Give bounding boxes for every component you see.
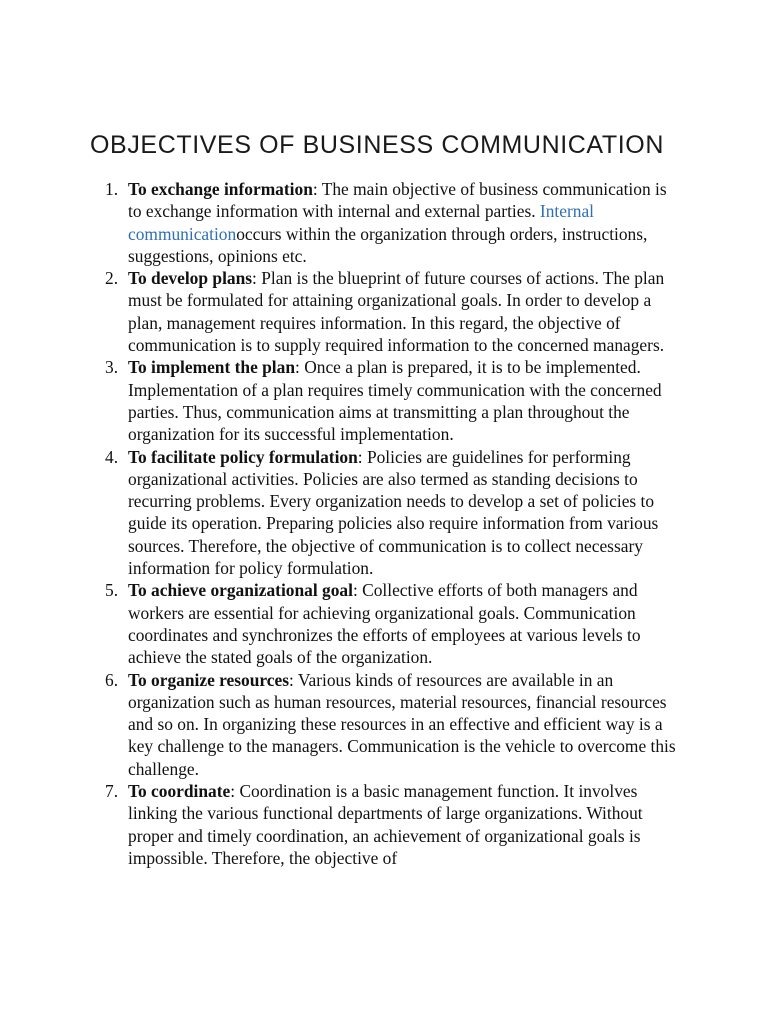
item-number: 4. [105,446,119,467]
item-number: 5. [105,580,119,601]
list-item [105,446,684,580]
item-title: To organize resources [128,669,290,690]
list-item [105,267,684,356]
item-title: To achieve organizational goal [128,580,353,601]
list-item [105,356,684,445]
item-text: : Policies are guidelines for performing organizational activities. Policies are also termed as standing decisions to recurring problems. Every organization needs to develop a set of policies to guide its operation. Preparing policies also require information from various sources. Therefore, the objective of communication is to collect necessary information for policy formulation. [128,446,659,579]
item-number: 6. [105,669,119,690]
list-item [105,780,684,869]
item-text: : Once a plan is prepared, it is to be implemented. Implementation of a plan requires timely communication with the concerned parties. Thus, communication aims at transmitting a plan throughout the organization for its successful implementation. [128,357,662,445]
item-title: To implement the plan [128,357,296,378]
item-title: To coordinate [128,781,231,802]
item-text: occurs within the organization through orders, instructions, suggestions, opinions etc. [128,223,648,266]
item-text: : Collective efforts of both managers and workers are essential for achieving organizational goals. Communication coordinates and synchronizes the efforts of employees at various levels to achieve the stated goals of the organization. [128,580,641,668]
item-text: : Plan is the blueprint of future courses of actions. The plan must be formulated for attaining organizational goals. In order to develop a plan, management requires information. In this regard, the objective of communication is to supply required information to the concerned managers. [128,268,665,356]
item-text: : Various kinds of resources are available in an organization such as human resources, material resources, financial resources and so on. In organizing these resources in an effective and efficient way is a key challenge to the managers. Communication is the vehicle to overcome this challenge. [128,669,676,779]
objectives-list [105,178,684,869]
item-number: 2. [105,268,119,289]
item-title: To develop plans [128,268,253,289]
list-item [105,178,684,267]
item-title: To facilitate policy formulation [128,446,358,467]
item-number: 1. [105,179,119,199]
internal-communication-link[interactable]: Internal communication [128,201,594,244]
page-title: OBJECTIVES OF BUSINESS COMMUNICATION [90,131,664,159]
item-title: To exchange information [128,179,313,199]
list-item [105,579,684,668]
item-text: : Coordination is a basic management function. It involves linking the various functional departments of large organizations. Without proper and timely coordination, an achievement of organizational goals is impossible. Therefore, the objective of [128,781,643,868]
item-number: 7. [105,781,119,802]
item-text: : The main objective of business communication is to exchange information with internal and external parties. [128,179,667,222]
list-item [105,669,684,780]
item-number: 3. [105,357,119,378]
